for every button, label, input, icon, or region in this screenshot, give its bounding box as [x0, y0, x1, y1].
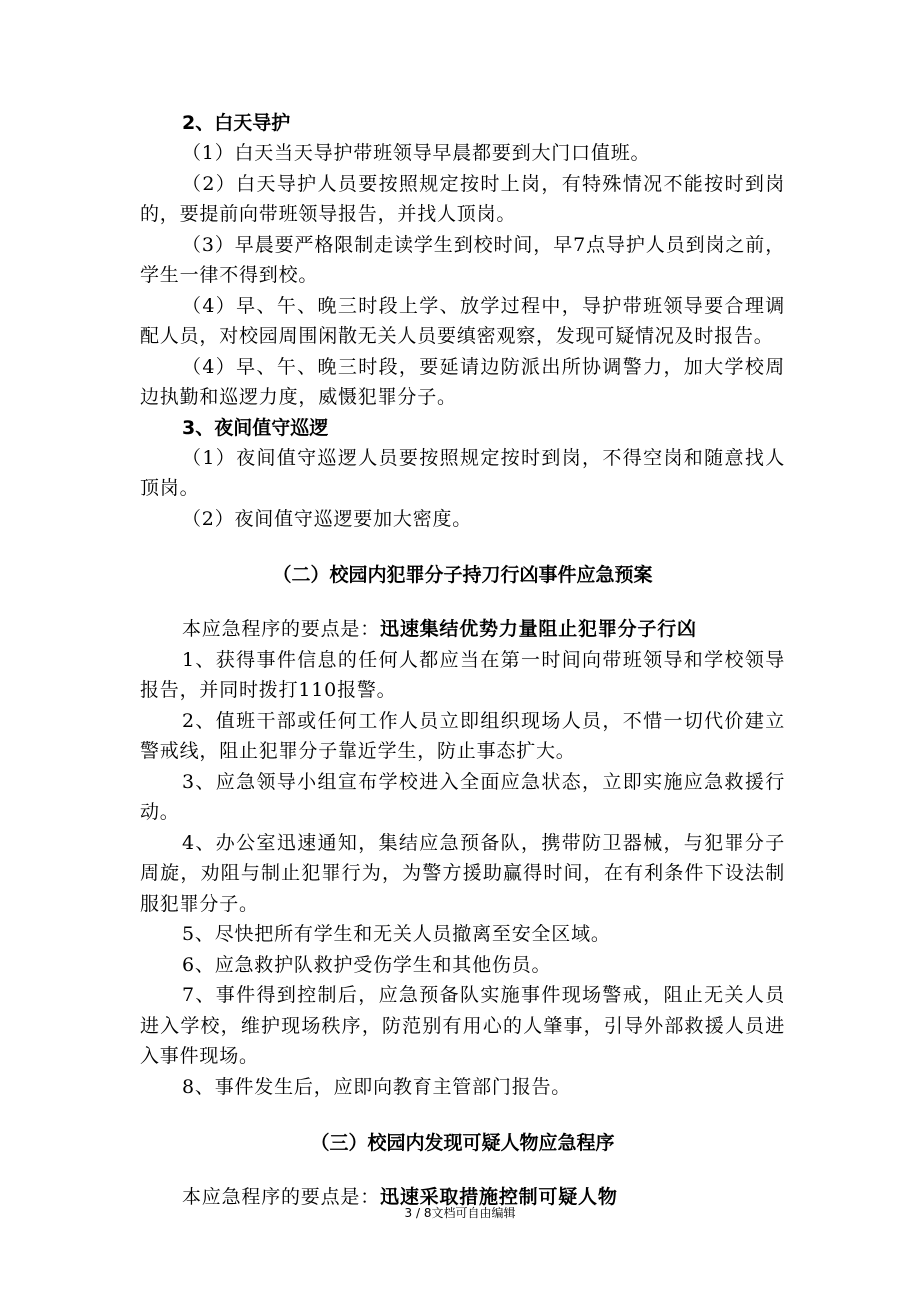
list-item: 8、事件发生后，应即向教育主管部门报告。: [182, 1075, 572, 1098]
key-point-text: 迅速采取措施控制可疑人物: [380, 1186, 618, 1208]
paragraph: （4）早、午、晚三时段上学、放学过程中，导护带班领导要合理调配人员，对校园周围闲散无关人员要缜密观察，发现可疑情况及时报告。: [140, 294, 785, 347]
paragraph: （1）夜间值守巡逻人员要按照规定按时到岗，不得空岗和随意找人顶岗。: [140, 446, 785, 499]
page-footer: 3 / 8文档可自由编辑: [404, 1206, 516, 1220]
section-title-knife-attack: （二）校园内犯罪分子持刀行凶事件应急预案: [272, 564, 653, 586]
key-point-text: 迅速集结优势力量阻止犯罪分子行凶: [380, 618, 697, 640]
paragraph: （2）夜间值守巡逻要加大密度。: [182, 507, 473, 530]
key-point-paragraph: [140, 614, 785, 645]
key-point-lead: 本应急程序的要点是：: [182, 618, 381, 640]
list-item: 2、值班干部或任何工作人员立即组织现场人员，不惜一切代价建立警戒线，阻止犯罪分子靠近学生，防止事态扩大。: [140, 709, 785, 762]
paragraph: （2）白天导护人员要按照规定按时上岗，有特殊情况不能按时到岗的，要提前向带班领导报告，并找人顶岗。: [140, 172, 785, 225]
heading-daytime-guard: 2、白天导护: [182, 112, 291, 134]
heading-night-patrol: 3、夜间值守巡逻: [182, 416, 329, 439]
list-item: 1、获得事件信息的任何人都应当在第一时间向带班领导和学校领导报告，并同时拨打110报警。: [140, 648, 785, 701]
list-item: 3、应急领导小组宣布学校进入全面应急状态，立即实施应急救援行动。: [140, 770, 785, 823]
paragraph: （4）早、午、晚三时段，要延请边防派出所协调警力，加大学校周边执勤和巡逻力度，威慑犯罪分子。: [140, 355, 785, 408]
list-item: 5、尽快把所有学生和无关人员撤离至安全区域。: [182, 923, 611, 945]
section-title-suspicious-person: （三）校园内发现可疑人物应急程序: [310, 1132, 615, 1154]
list-item: 4、办公室迅速通知，集结应急预备队，携带防卫器械，与犯罪分子周旋，劝阻与制止犯罪行为，为警方援助赢得时间，在有利条件下设法制服犯罪分子。: [140, 831, 785, 915]
list-item: 6、应急救护队救护受伤学生和其他伤员。: [182, 953, 552, 976]
list-item: 7、事件得到控制后，应急预备队实施事件现场警戒，阻止无关人员进入学校，维护现场秩序，防范别有用心的人肇事，引导外部救援人员进入事件现场。: [140, 984, 785, 1067]
paragraph: （1）白天当天导护带班领导早晨都要到大门口值班。: [182, 142, 651, 164]
document-body: [140, 108, 785, 1213]
paragraph: （3）早晨要严格限制走读学生到校时间，早7点导护人员到岗之前，学生一律不得到校。: [140, 233, 785, 286]
key-point-lead: 本应急程序的要点是：: [182, 1186, 381, 1208]
